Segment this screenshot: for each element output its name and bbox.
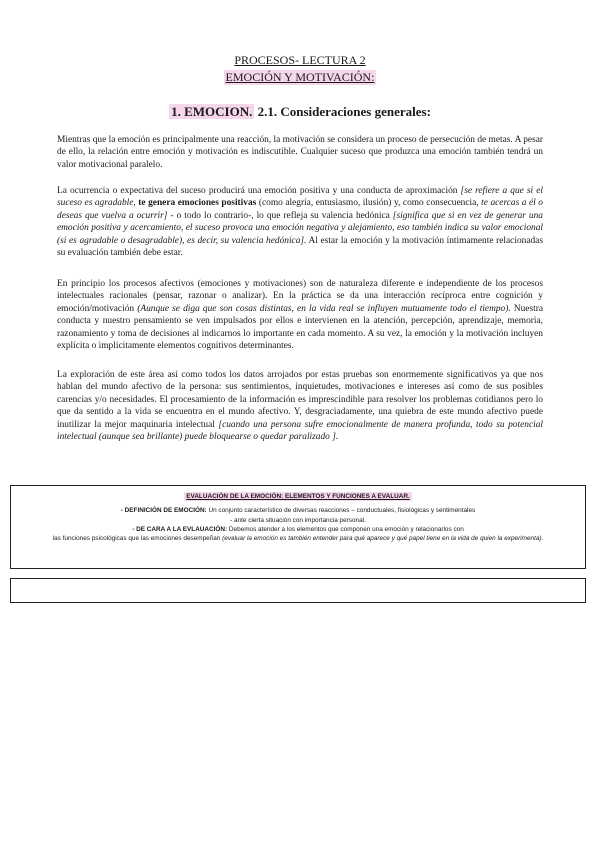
paragraph-1: Mientras que la emoción es principalmente una reacción, la motivación se considera un proceso de persecución de metas. A pesar de ello, la relación entre emoción y motivación es indiscutible. Cualquier suceso que produzca una emoción también tendrá un valor motivacional paralelo.: [57, 135, 543, 170]
evaluation-italic: (evaluar la emoción es también entender para qué aparece y qué papel tiene en la vida de quien la experimenta).: [222, 535, 544, 543]
definition-text: Un conjunto característico de diversas reacciones – conductuales, fisiológicas y sentimentales: [206, 507, 476, 515]
definition-line-2: - ante cierta situación con importancia personal.: [230, 516, 366, 524]
p2-text-h: Al estar la emoción y la motivación íntimamente relacionadas su evaluación también debe estar.: [57, 235, 543, 259]
empty-box: [10, 578, 586, 603]
section-subtitle: 2.1. Consideraciones generales:: [257, 104, 431, 119]
p2-text-a: La ocurrencia o expectativa del suceso producirá una emoción positiva y una conducta de aproximación: [57, 186, 461, 196]
evaluation-text: Debemos atender a los elementos que componen una emoción y relacionarlos con: [227, 525, 464, 533]
p3-text-b: (Aunque se diga que son cosas distintas, en la vida real se influyen mutuamente todo el tiempo).: [137, 303, 511, 314]
paragraph-4: [57, 369, 543, 443]
paragraph-3: [57, 278, 543, 352]
definition-line: [11, 506, 585, 515]
title-block: [0, 53, 600, 86]
evaluation-box-title: EVALUACIÓN DE LA EMOCIÓN: ELEMENTOS Y FUNCIONES A EVALUAR.: [186, 493, 410, 500]
evaluation-line: [11, 525, 585, 534]
p2-text-b: [se refiere a que si el suceso es agradable,: [57, 186, 544, 209]
evaluation-line-2: [11, 534, 585, 543]
p4-text-a: La exploración de este área así como todos los datos arrojados por estas pruebas son enormemente significativos ya que nos hablan del mundo afectivo de la persona: sus sentimientos, inquietudes, motivaciones e intereses así como de sus posibles carencias y/o necesidades. El procesamiento de la información es imprescindible para resolver los problemas cotidianos pero lo que da sentido a la vida se encuentra en el mundo afectivo. Y, desgraciadamente, una quiebra de este mundo afectivo puede inutilizar la mejor maquinaria intelectual: [57, 370, 543, 430]
p4-text-b: [cuando una persona sufre emocionalmente de manera profunda, todo su potencial intelectual (aunque sea brillante) puede bloquearse o quedar paralizado ].: [57, 419, 543, 443]
evaluation-label: - DE CARA A LA EVLAUACIÓN:: [132, 525, 228, 533]
p2-text-c: te genera emociones positivas: [138, 198, 257, 209]
p3-text-c: Nuestra conducta y nuestro pensamiento se ven impulsados por ellos e intervienen en la atención, percepción, aprendizaje, memoria, razonamiento y toma de decisiones al indicarnos lo importante en cada momento. A su vez, la emoción y la motivación incluyen explícita o implícitamente elementos cognitivos determinantes.: [57, 303, 543, 352]
p2-text-d: (como alegría, entusiasmo, ilusión) y, como consecuencia,: [256, 198, 482, 209]
definition-label: - DEFINICIÓN DE EMOCIÓN:: [120, 507, 207, 515]
evaluation-box: [10, 485, 586, 569]
document-title: PROCESOS- LECTURA 2: [234, 53, 366, 67]
p2-text-g: [significa que si en vez de generar una emoción positiva y acercamiento, el suceso provoca una emoción negativa y alejamiento, eso también indica su valor emocional (si es agradable o desagradable), es decir, su valencia hedónica].: [57, 210, 543, 246]
document-subtitle: EMOCIÓN Y MOTIVACIÓN:: [225, 70, 375, 84]
paragraph-2: [57, 185, 543, 259]
p2-text-f: - o todo lo contrario-, lo que refleja su valencia hedónica: [167, 210, 393, 221]
p2-text-e: te acercas a él o deseas que vuelva a ocurrir]: [57, 198, 543, 221]
section-heading: [0, 104, 600, 120]
p3-text-a: En principio los procesos afectivos (emociones y motivaciones) son de naturaleza diferente e independiente de los procesos intelectuales racionales (pensar, razonar o analizar). En la práctica se da una interacción recíproca entre cognición y emoción/motivación: [57, 279, 543, 314]
evaluation-text-2: las funciones psicológicas que las emociones desempeñan: [52, 535, 223, 543]
section-number: 1. EMOCION.: [171, 104, 253, 119]
